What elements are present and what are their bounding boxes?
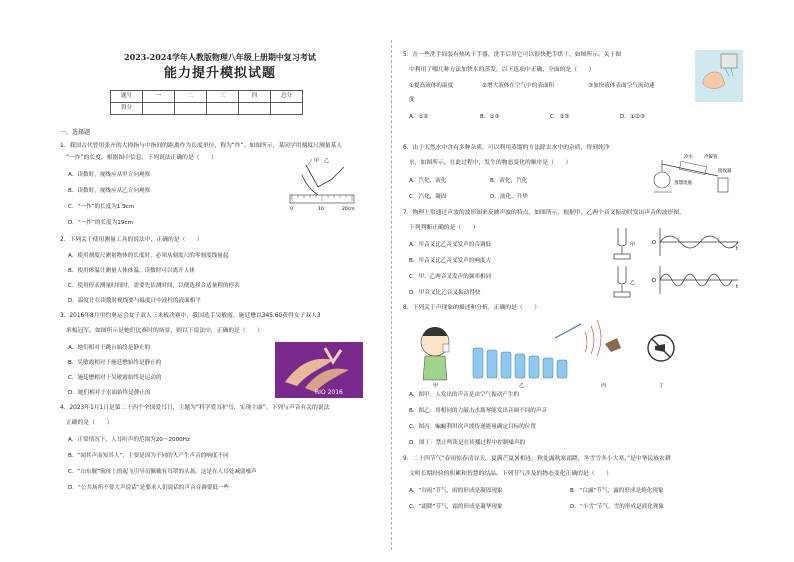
q9-option-d[interactable]: D．“小雪”节气，雪的形成是液化现象 bbox=[570, 504, 665, 510]
q7-tuning-fork-figure bbox=[608, 222, 742, 302]
q1-stem: 1．我国古代曾用张开的大拇指与中指间的距离作为长度单位，称为“拃”。如图所示，某同学用刻度尺测量某人 bbox=[60, 143, 343, 149]
q1-ruler-figure bbox=[288, 155, 358, 215]
q9-option-c[interactable]: C．“霜降”节气，霜的形成是凝华现象 bbox=[409, 504, 503, 510]
score-cell: 三 bbox=[207, 91, 239, 103]
q7-stem: 7．物理上常通过声波的波形图来反映声波的特点。如图所示，根据甲、乙两个音叉振动时发出声音的波形图， bbox=[403, 210, 685, 216]
q7-axis-origin: O bbox=[652, 240, 656, 246]
q6-label-flask: 蒸馏烧瓶 bbox=[674, 181, 692, 186]
q9-option-a[interactable]: A．“谷雨”节气，雨的形成是凝固现象 bbox=[409, 488, 503, 494]
q4-option-b[interactable]: B．“闻其声而知其人”，主要是因为不同的人产生声音的响度不同 bbox=[68, 453, 229, 459]
q4-option-a[interactable]: A．正常情况下，人耳听声的范围为20～2000Hz bbox=[68, 437, 190, 443]
q4-stem: 4．2023年1月1日是第二十四个全国爱耳日，主题为“科学爱耳护耳，实现主康”。下列与声音有关的说法 bbox=[60, 405, 330, 411]
q3-diving-photo bbox=[275, 342, 363, 398]
q4-stem: 正确的是（ ） bbox=[66, 420, 113, 426]
q7-stem: 下列判断正确的是（ ） bbox=[409, 225, 479, 231]
score-input-cell[interactable] bbox=[207, 103, 239, 115]
score-table-score-row bbox=[111, 103, 303, 115]
q8-option-b[interactable]: B．图乙：用相同的力敲击水瓶琴能发出音调不同的声音 bbox=[409, 408, 548, 414]
q5-option-b[interactable]: B．①③ bbox=[480, 114, 500, 120]
q5-option-a[interactable]: A．①② bbox=[409, 114, 429, 120]
score-table-header-row bbox=[111, 91, 303, 103]
score-cell: 二 bbox=[175, 91, 207, 103]
q5-statement-1: ①提高液体的温度 bbox=[409, 83, 454, 89]
q7-label-yi: 乙 bbox=[630, 280, 636, 286]
q5-hand-dryer-figure bbox=[695, 50, 743, 102]
q4-option-c[interactable]: C．“山东舰”航母上的起飞引导员佩戴有耳罩的头盔，这是在人耳处减弱噪声 bbox=[68, 469, 257, 475]
q3-option-c[interactable]: C．施廷懋相对于吴敏霞始终是运动的 bbox=[68, 375, 162, 381]
q8-label-jia: 甲 bbox=[433, 383, 439, 388]
q6-stem: 水，如图所示。在此过程中，发生的物态变化的顺序是（ ） bbox=[409, 160, 572, 166]
q9-option-b[interactable]: B．“白露”节气，露的形成是熔化现象 bbox=[570, 488, 664, 494]
q7-axis-t: t bbox=[736, 246, 738, 252]
q7-option-d[interactable]: D．甲音叉比乙音叉振动得快 bbox=[409, 290, 481, 296]
q8-option-c[interactable]: C．图丙：蝙蝠利用次声波传递能量确定目标的位置 bbox=[409, 424, 536, 430]
q6-label-receiver: 接收器 bbox=[718, 169, 732, 174]
q8-label-ding: 丁 bbox=[659, 383, 665, 388]
q2-option-b[interactable]: B．使用体温计测量人体体温，读数时可以离开人体 bbox=[68, 268, 195, 274]
q7-option-b[interactable]: B．甲音叉比乙音叉发声的响度大 bbox=[409, 258, 492, 264]
q1-option-b[interactable]: B．读数时，视线应从乙方向观察 bbox=[68, 188, 151, 194]
score-input-cell[interactable] bbox=[239, 103, 271, 115]
score-input-cell[interactable] bbox=[271, 103, 303, 115]
exam-title: 2023-2024学年人教版物理八年级上册期中复习考试 bbox=[124, 52, 316, 62]
q6-option-b[interactable]: B．液化，汽化 bbox=[490, 178, 528, 184]
score-cell: 得分 bbox=[111, 103, 143, 115]
q3-option-d[interactable]: D．她们相对于水面始终是静止的 bbox=[68, 390, 151, 396]
score-cell: 题号 bbox=[111, 91, 143, 103]
q6-stem: 6．由于天然水中含有多种杂质，可以利用蒸馏的方法除去水中的杂质，得到纯净 bbox=[403, 145, 610, 151]
q3-stem: 3．2016年8月里约奥运会女子双人三米板决赛中，我国选手吴敏霞、施廷懋以345.60获得女子双人3 bbox=[60, 313, 321, 319]
q2-option-d[interactable]: D．温度计在读数时视线要与温度计中液柱的液面相平 bbox=[68, 298, 201, 304]
q1-option-a[interactable]: A．读数时，视线应从甲方向观察 bbox=[68, 172, 151, 178]
q1-stem: “一拃”的长度，根据图中信息，下列说法正确的是（ ） bbox=[66, 155, 217, 161]
score-cell: 总分 bbox=[271, 91, 303, 103]
q1-tick-0: 0 bbox=[290, 207, 293, 212]
q3-option-b[interactable]: B．吴敏霞相对于施廷懋始终是静止的 bbox=[68, 360, 162, 366]
q5-option-d[interactable]: D．①②③ bbox=[620, 114, 645, 120]
q9-stem: 文明长期经验的积累和智慧的结晶。下列节气涉及的物态变化正确的是（ ） bbox=[409, 471, 612, 477]
score-cell: 一 bbox=[143, 91, 175, 103]
q2-option-c[interactable]: C．使用停表测量时间时，需要先估测时间，以便选择合适量程的停表 bbox=[68, 283, 240, 289]
q8-option-a[interactable]: A．图甲：人发出的声音是由空气振动产生的 bbox=[409, 392, 520, 398]
q5-stem: 中利用了哪几种方法加快水的蒸发，以下选项中正确、全面的是（ ） bbox=[409, 67, 595, 73]
q8-label-bing: 丙 bbox=[601, 383, 607, 388]
q8-figure-jia bbox=[421, 327, 449, 380]
q1-label-yi: 乙 bbox=[324, 158, 330, 164]
q1-label-jia: 甲 bbox=[314, 158, 320, 164]
q4-option-d[interactable]: D．“公共场所不要大声说话”是要求人们说话的声音音调要低一些 bbox=[68, 485, 230, 491]
q8-figure-bing bbox=[585, 320, 621, 356]
q7-option-a[interactable]: A．甲音叉比乙音叉发声的音调低 bbox=[409, 242, 492, 248]
q6-label-condenser: 冷凝管 bbox=[704, 155, 718, 160]
q5-stem: 5．在一些洗手间装有热风干手器，洗手后用它可以很快把手烘干，如图所示。关于图 bbox=[403, 52, 622, 58]
q9-stem: 9．二十四节气“春雨惊春清谷天，夏满芒夏暑相连；秋处露秋寒霜降，冬雪雪冬小大寒。”是中华民族农耕 bbox=[403, 456, 671, 462]
score-table bbox=[110, 90, 303, 115]
q7-axis-t: t bbox=[736, 284, 738, 290]
q2-stem: 2．下列关于使用测量工具的说法中，正确的是（ ） bbox=[60, 237, 203, 243]
q7-axis-origin: O bbox=[652, 278, 656, 284]
q5-statement-2: ②增大液体在空气中的表面积 bbox=[482, 83, 555, 89]
exam-subtitle: 能力提升模拟试题 bbox=[163, 66, 276, 81]
score-input-cell[interactable] bbox=[175, 103, 207, 115]
q8-figure-yi bbox=[473, 348, 567, 378]
section-heading: 一、选择题 bbox=[60, 129, 91, 136]
q7-option-c[interactable]: C．甲、乙两音叉发声的频率相同 bbox=[409, 274, 492, 280]
q7-label-jia: 甲 bbox=[630, 242, 636, 248]
score-input-cell[interactable] bbox=[143, 103, 175, 115]
column-divider bbox=[391, 40, 392, 550]
q8-label-yi: 乙 bbox=[519, 383, 525, 388]
q6-option-d[interactable]: D．液化，升华 bbox=[490, 194, 528, 200]
q5-statement-3: ③加快液体表面空气流动速 bbox=[588, 83, 655, 89]
q3-option-a[interactable]: A．她们相对于跳台始终是静止的 bbox=[68, 345, 151, 351]
q8-stem: 8．下列关于声现象的描述和分析，正确的是（ ） bbox=[403, 305, 541, 311]
q8-figure-ding bbox=[648, 335, 674, 361]
q6-option-a[interactable]: A．汽化，液化 bbox=[409, 178, 447, 184]
q1-option-d[interactable]: D．“一拃”的长度为19cm bbox=[68, 220, 133, 226]
q8-option-d[interactable]: D．图丁：禁止鸣笛是在传播过程中控制噪声的 bbox=[409, 440, 526, 446]
q6-label-cold-water: 冷水 bbox=[684, 155, 693, 160]
q2-option-a[interactable]: A．使用刻度尺测量物体的长度时，必须从刻度尺的零刻度线量起 bbox=[68, 253, 229, 259]
q8-figures bbox=[405, 318, 740, 388]
q1-tick-10: 10 bbox=[318, 207, 324, 212]
q3-stem: 米板冠军。如图所示是她们比赛时的场景，则以下说法中，正确的是（ ） bbox=[66, 328, 264, 334]
q3-photo-text: RIO 2016 bbox=[315, 389, 343, 396]
q6-distillation-figure bbox=[648, 150, 740, 196]
q1-option-c[interactable]: C．“一拃”的长度为1.9cm bbox=[68, 204, 135, 210]
q6-option-c[interactable]: C．汽化，凝固 bbox=[409, 194, 447, 200]
score-cell: 四 bbox=[239, 91, 271, 103]
q5-option-c[interactable]: C．②③ bbox=[550, 114, 570, 120]
q1-tick-20: 20cm bbox=[342, 207, 355, 212]
q5-statement-3-cont: 度 bbox=[409, 97, 415, 103]
